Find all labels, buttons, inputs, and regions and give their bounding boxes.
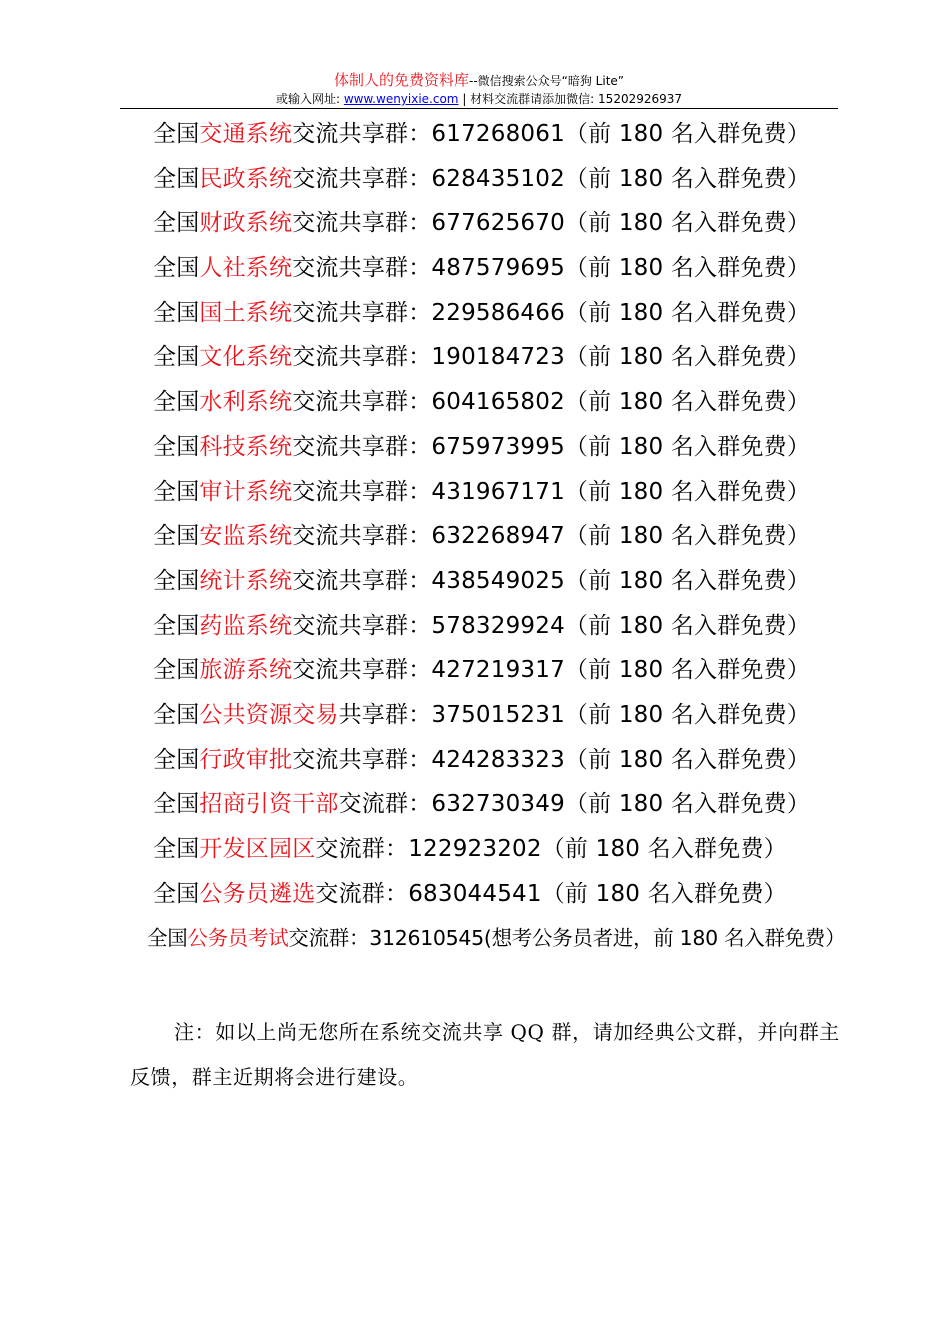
group-prefix: 全国 [153,791,200,818]
group-number: 683044541 [408,880,542,907]
group-prefix: 全国 [153,567,200,594]
group-number: 424283323 [431,746,565,773]
group-prefix: 全国 [147,926,188,951]
group-row [0,246,950,291]
group-number: 427219317 [431,657,565,684]
group-note: （前 180 名入群免费） [564,701,811,728]
group-note: （前 180 名入群免费） [564,478,811,505]
group-highlight: 科技系统 [199,433,293,460]
group-row [0,916,950,961]
group-prefix: 全国 [153,523,200,550]
group-highlight: 旅游系统 [199,657,293,684]
group-number: 487579695 [431,255,565,282]
group-note: （前 180 名入群免费） [564,255,811,282]
group-highlight: 安监系统 [199,523,293,550]
group-list [0,112,950,961]
group-note: （前 180 名入群免费） [564,523,811,550]
footnote: 注：如以上尚无您所在系统交流共享 QQ 群，请加经典公文群，并向群主反馈，群主近期将会进行建设。 [130,1020,840,1089]
group-prefix: 全国 [153,389,200,416]
page-header [120,70,838,107]
header-subtitle: --微信搜索公众号“暗狗 Lite” [468,74,625,88]
wechat-info: | 材料交流群请添加微信: 15202926937 [462,92,683,106]
site-link[interactable]: www.wenyixie.com [343,92,459,106]
group-prefix: 全国 [153,299,200,326]
group-row [0,648,950,693]
group-note: （前 180 名入群免费） [564,210,811,237]
group-prefix: 全国 [153,344,200,371]
group-number: 431967171 [431,478,565,505]
group-row [0,514,950,559]
group-prefix: 全国 [153,121,200,147]
group-suffix: 交流共享群： [292,210,432,237]
group-note: （前 180 名入群免费） [564,612,811,639]
group-highlight: 行政审批 [199,746,293,773]
group-highlight: 民政系统 [199,165,293,192]
group-note: （前 180 名入群免费） [564,121,811,147]
group-prefix: 全国 [153,210,200,237]
group-number: 312610545 [369,926,484,951]
group-suffix: 交流共享群： [292,612,432,639]
group-suffix: 交流共享群： [292,299,432,326]
group-highlight: 招商引资干部 [199,791,339,818]
group-suffix: 交流群： [315,836,409,862]
group-highlight: 国土系统 [199,299,293,326]
group-row [0,112,950,157]
group-row [0,470,950,515]
group-highlight: 文化系统 [199,344,293,371]
group-suffix: 交流共享群： [292,255,432,282]
group-row [0,425,950,470]
group-suffix: 交流群： [338,791,432,818]
group-highlight: 交通系统 [199,121,293,147]
group-note: （前 180 名入群免费） [564,299,811,326]
group-row [0,201,950,246]
header-divider [120,108,838,109]
group-prefix: 全国 [153,433,200,460]
group-number: 578329924 [431,612,565,639]
group-row [0,872,950,917]
group-prefix: 全国 [153,701,200,728]
group-highlight: 人社系统 [199,255,293,282]
group-suffix: 交流共享群： [292,389,432,416]
group-row [0,291,950,336]
group-number: 604165802 [431,389,565,416]
group-number: 229586466 [431,299,565,326]
group-prefix: 全国 [153,612,200,639]
group-suffix: 交流共享群： [292,433,432,460]
group-number: 632268947 [431,523,565,550]
group-row [0,559,950,604]
group-suffix: 交流共享群： [292,746,432,773]
group-row [0,827,950,872]
group-row [0,380,950,425]
group-note: （前 180 名入群免费） [564,657,811,684]
group-note: (想考公务员者进，前 180 名入群免费） [483,926,846,951]
group-note: （前 180 名入群免费） [564,746,811,773]
group-note: （前 180 名入群免费） [564,791,811,818]
group-row [0,157,950,202]
group-row [0,693,950,738]
group-number: 190184723 [431,344,565,371]
group-prefix: 全国 [153,255,200,282]
group-suffix: 交流共享群： [292,478,432,505]
group-highlight: 开发区园区 [199,836,316,862]
group-highlight: 水利系统 [199,389,293,416]
group-note: （前 180 名入群免费） [564,389,811,416]
site-prefix: 或输入网址: [275,92,341,106]
group-prefix: 全国 [153,880,200,907]
group-suffix: 交流共享群： [292,121,432,147]
group-suffix: 交流共享群： [292,344,432,371]
group-suffix: 交流共享群： [292,567,432,594]
group-prefix: 全国 [153,478,200,505]
group-number: 632730349 [431,791,565,818]
group-note: （前 180 名入群免费） [564,344,811,371]
group-number: 438549025 [431,567,565,594]
group-note: （前 180 名入群免费） [541,836,787,862]
group-highlight: 审计系统 [199,478,293,505]
group-highlight: 财政系统 [199,210,293,237]
group-row [0,604,950,649]
brand-title: 体制人的免费资料库 [333,71,469,89]
group-suffix: 交流群： [315,880,409,907]
group-number: 628435102 [431,165,565,192]
header-contact-line [120,91,838,107]
group-highlight: 公务员遴选 [199,880,316,907]
group-row [0,782,950,827]
group-number: 675973995 [431,433,565,460]
group-prefix: 全国 [153,165,200,192]
group-prefix: 全国 [153,746,200,773]
group-note: （前 180 名入群免费） [564,433,811,460]
group-row [0,335,950,380]
group-suffix: 交流共享群： [292,523,432,550]
group-highlight: 药监系统 [199,612,293,639]
group-note: （前 180 名入群免费） [564,567,811,594]
group-note: （前 180 名入群免费） [541,880,787,907]
group-number: 122923202 [408,836,542,862]
group-number: 677625670 [431,210,565,237]
group-highlight: 公务员考试 [187,926,289,951]
group-number: 375015231 [431,701,565,728]
group-highlight: 统计系统 [199,567,293,594]
group-suffix: 交流群： [288,926,370,951]
group-prefix: 全国 [153,657,200,684]
group-note: （前 180 名入群免费） [564,165,811,192]
group-suffix: 交流共享群： [292,657,432,684]
group-number: 617268061 [431,121,565,147]
group-suffix: 共享群： [338,701,432,728]
group-highlight: 公共资源交易 [199,701,339,728]
group-row [0,738,950,783]
group-suffix: 交流共享群： [292,165,432,192]
header-title-line [120,70,838,91]
group-prefix: 全国 [153,836,200,862]
